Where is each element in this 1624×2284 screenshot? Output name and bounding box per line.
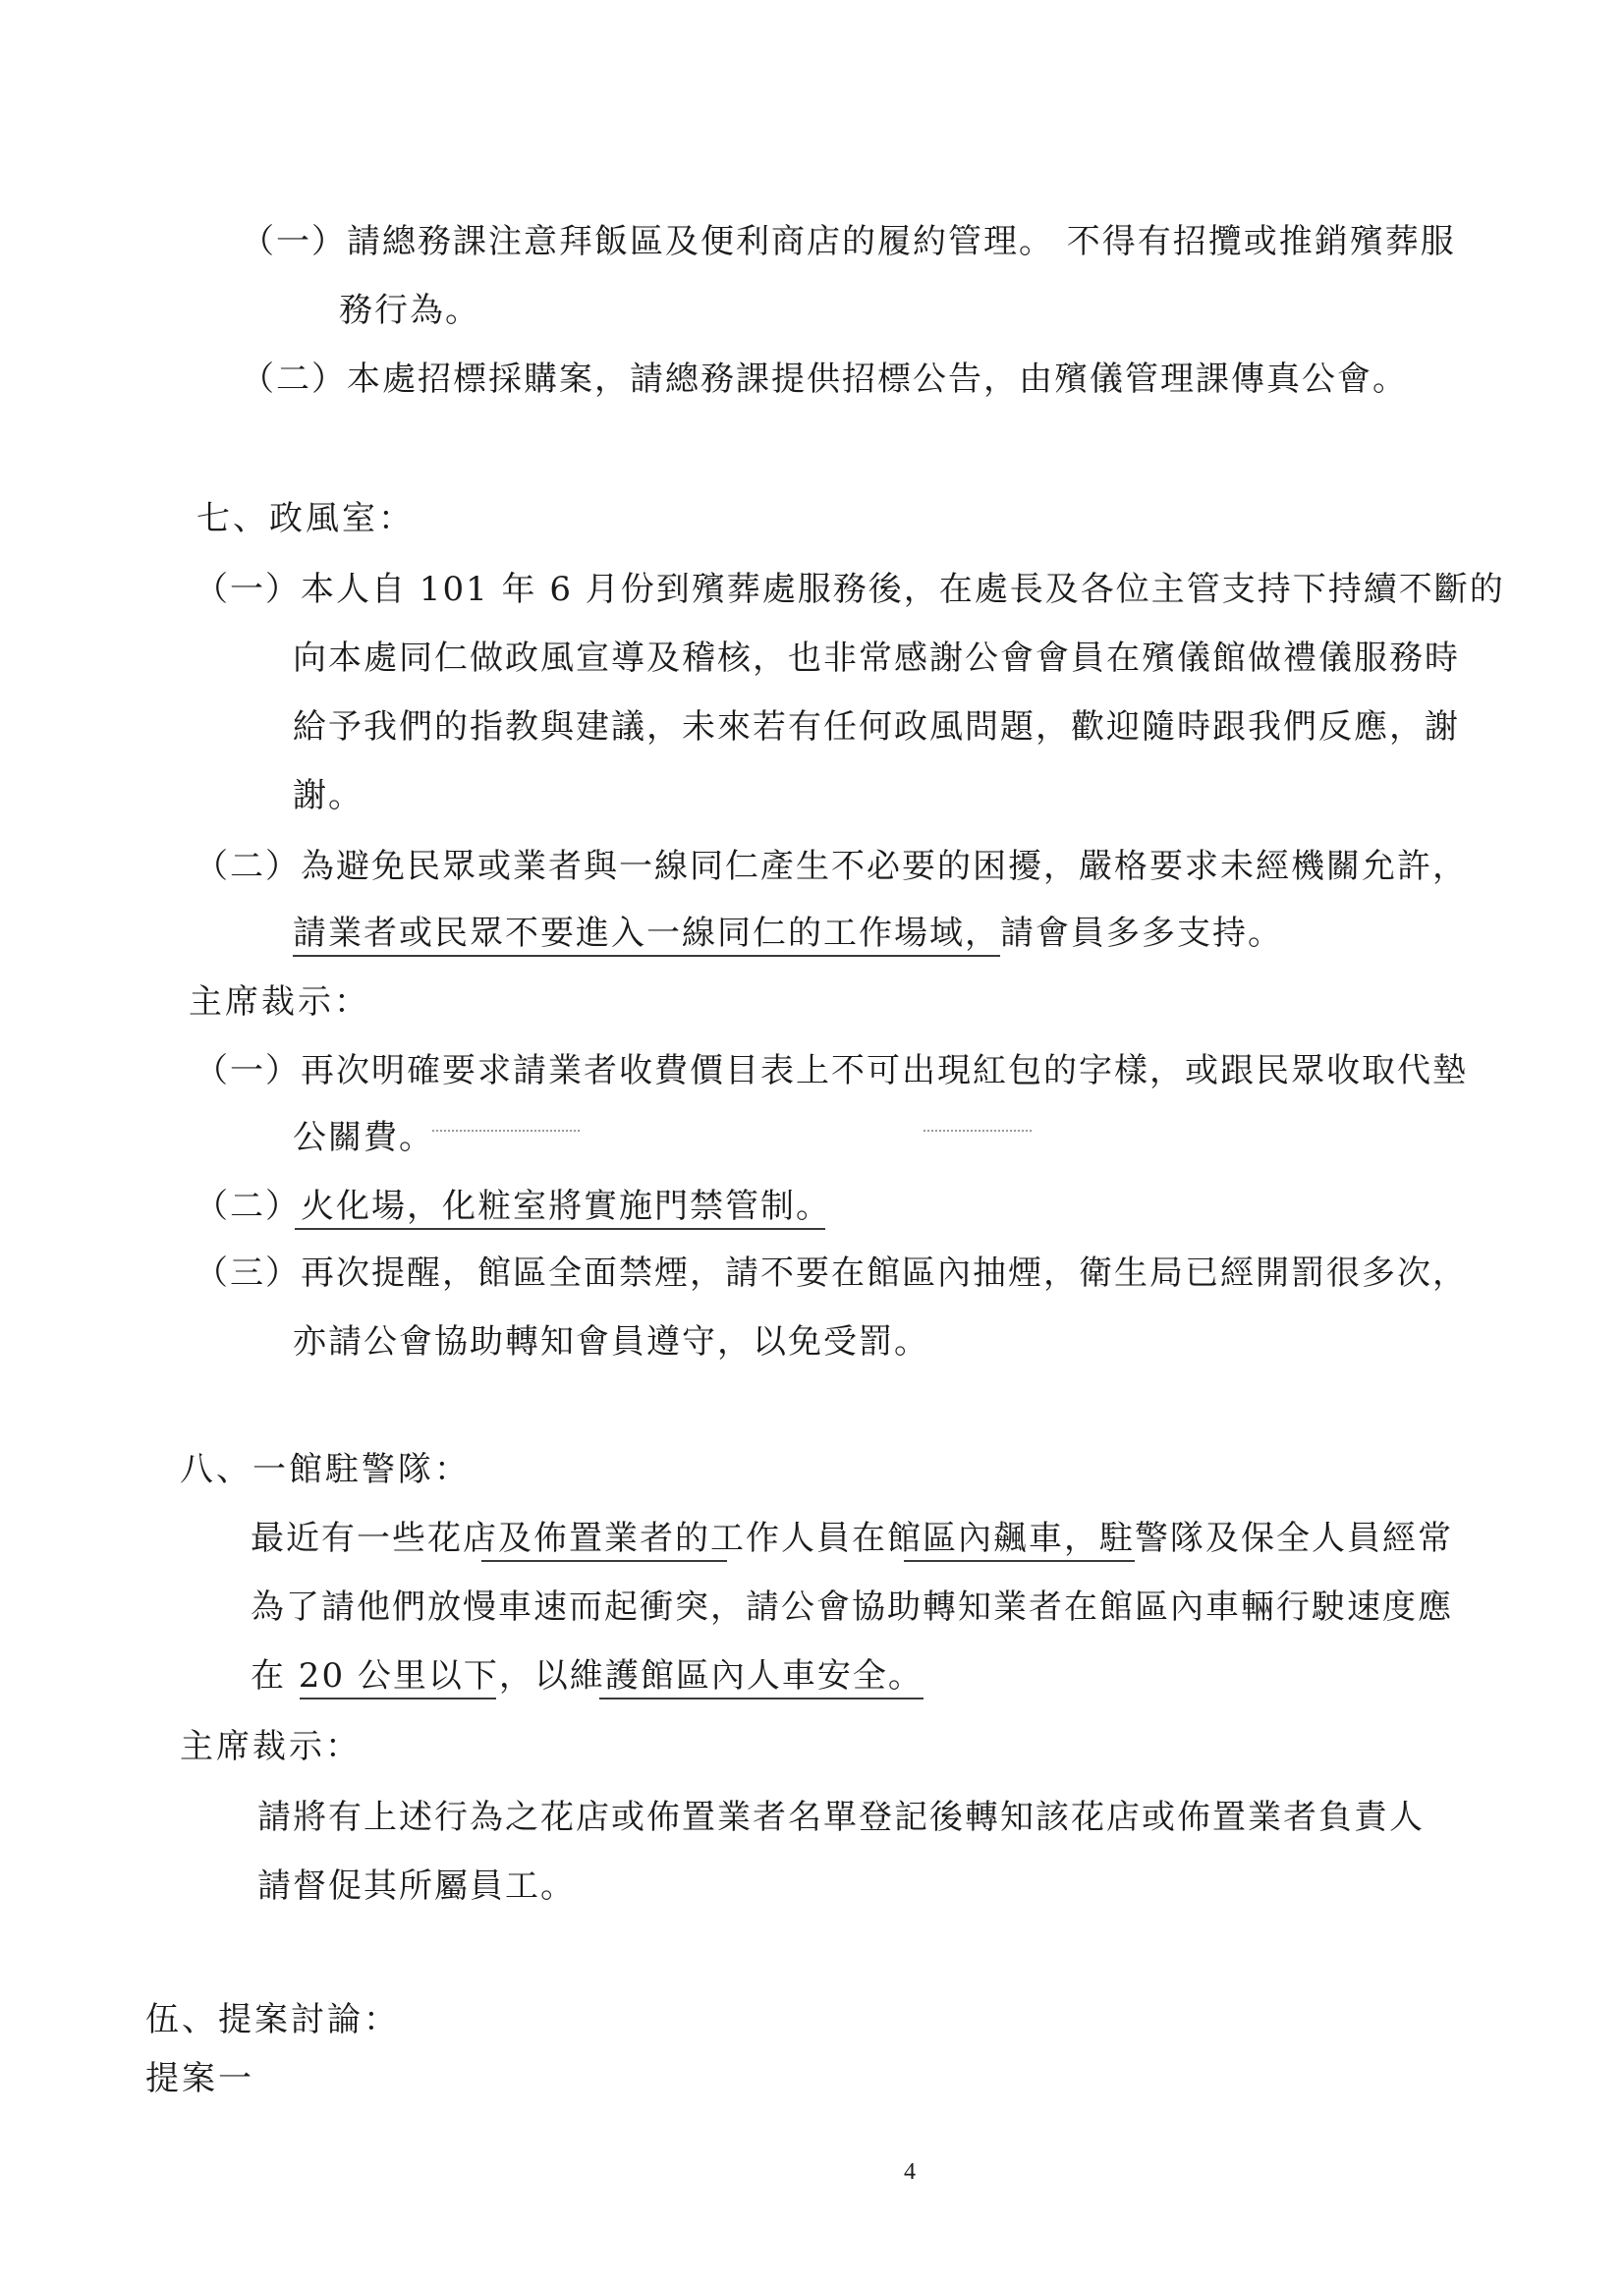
s8-heading: 八、一館駐警隊： [180,1450,471,1489]
s7-item1-line3: 給予我們的指教與建議，未來若有任何政風問題，歡迎隨時跟我們反應，謝 [293,707,1460,747]
handwritten-underline [300,1698,496,1699]
s6-item2-line1: （二）本處招標採購案，請總務課提供招標公告，由殯儀管理課傳真公會。 [241,360,1408,399]
handwritten-underline [293,955,1000,957]
s7-heading: 七、政風室： [196,499,415,538]
s8-chair-heading: 主席裁示： [180,1727,362,1766]
s5-proposal: 提案一 [145,2059,254,2098]
s7-item2-line1: （二）為避免民眾或業者與一線同仁產生不必要的困擾，嚴格要求未經機關允許， [195,847,1468,886]
s7-chair-heading: 主席裁示： [189,982,370,1022]
s7-item1-line1: （一）本人自 101 年 6 月份到殯葬處服務後，在處長及各位主管支持下持續不斷的 [195,570,1505,609]
s8-body-line3: 在 20 公里以下，以維護館區內人車安全。 [251,1656,924,1696]
s8-chair-line1: 請將有上述行為之花店或佈置業者名單登記後轉知該花店或佈置業者負責人 [257,1798,1425,1837]
handwritten-underline [295,1228,825,1230]
scan-dots [924,1130,1032,1132]
s7-chair3-line2: 亦請公會協助轉知會員遵守，以免受罰。 [293,1322,929,1362]
s7-chair1-line1: （一）再次明確要求請業者收費價目表上不可出現紅包的字樣，或跟民眾收取代墊 [195,1051,1468,1090]
s8-body-line2: 為了請他們放慢車速而起衝突，請公會協助轉知業者在館區內車輛行駛速度應 [251,1588,1453,1627]
s7-chair3-line1: （三）再次提醒，館區全面禁煙，請不要在館區內抽煙，衛生局已經開罰很多次， [195,1253,1468,1293]
handwritten-underline [904,1560,1135,1562]
s7-chair1-line2: 公關費。 [293,1118,434,1157]
s7-item1-line2: 向本處同仁做政風宣導及稽核，也非常感謝公會會員在殯儀館做禮儀服務時 [293,639,1460,678]
s8-body-line1: 最近有一些花店及佈置業者的工作人員在館區內飆車，駐警隊及保全人員經常 [251,1519,1453,1558]
handwritten-underline [599,1698,924,1699]
s7-chair2-line1: （二）火化場，化粧室將實施門禁管制。 [195,1187,831,1226]
s6-item1-line2: 務行為。 [339,291,480,330]
page-number: 4 [904,2159,916,2185]
s7-item2-line2: 請業者或民眾不要進入一線同仁的工作場域，請會員多多支持。 [293,914,1283,953]
s8-chair-line2: 請督促其所屬員工。 [257,1866,576,1906]
s7-item1-line4: 謝。 [293,776,364,815]
s6-item1-line1: （一）請總務課注意拜飯區及便利商店的履約管理。 不得有招攬或推銷殯葬服 [241,222,1456,261]
s5-heading: 伍、提案討論： [145,2000,400,2039]
scan-dots [432,1130,580,1132]
handwritten-underline [481,1560,727,1562]
